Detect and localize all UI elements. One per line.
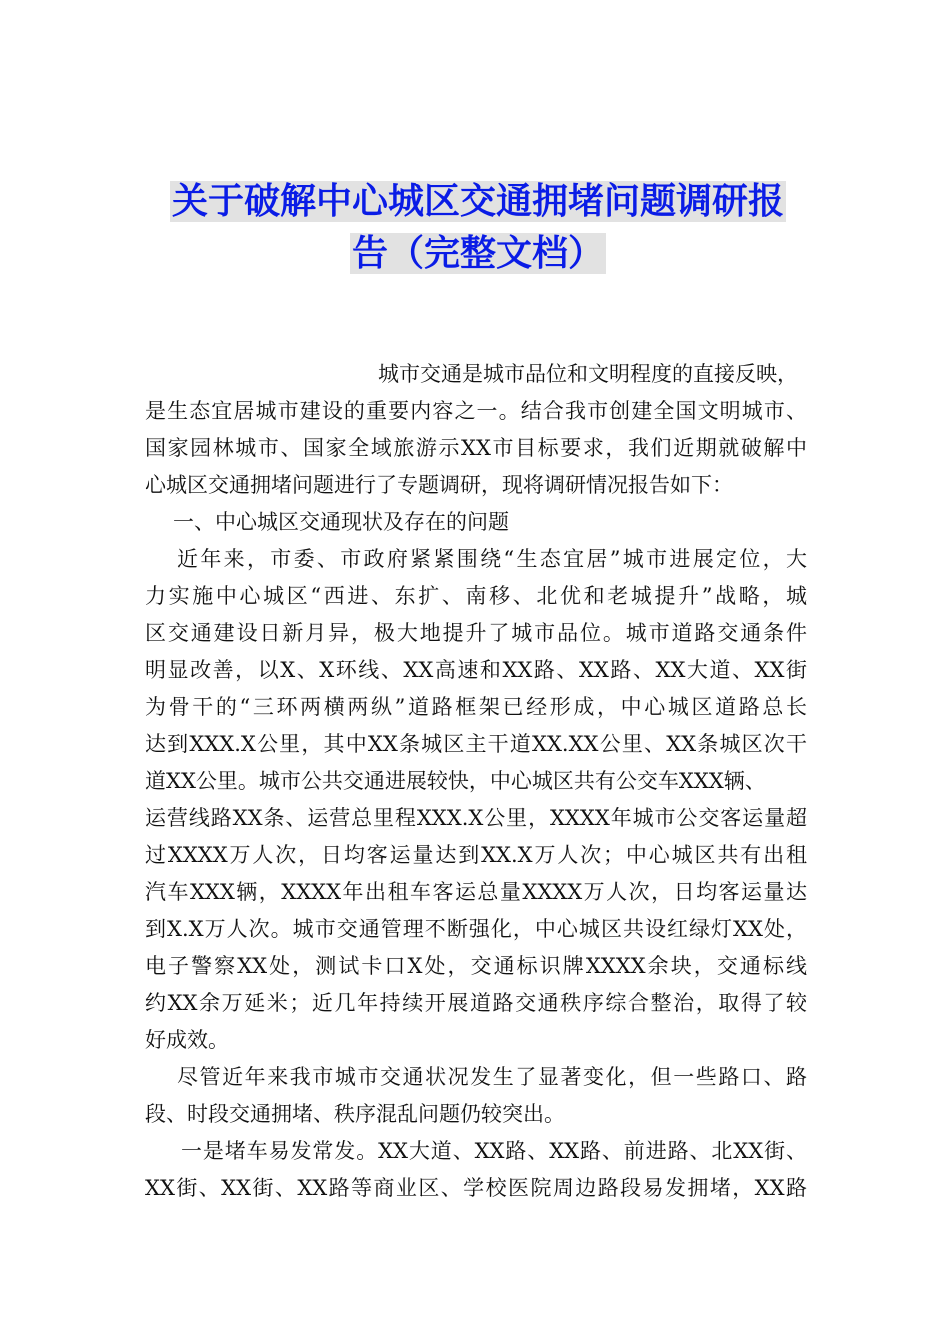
section-heading: 一、中心城区交通现状及存在的问题 [173, 510, 509, 534]
body-line: 好成效。 [145, 1028, 229, 1052]
title-line-1: 关于破解中心城区交通拥堵问题调研报 [171, 181, 784, 222]
body-line: 汽车XXX辆，XXXX年出租车客运总量XXXX万人次，日均客运量达 [145, 880, 807, 904]
title-line-2: 告（完整文档） [351, 233, 604, 274]
body-line: 近年来，市委、市政府紧紧围绕“生态宜居”城市进展定位，大 [177, 547, 807, 571]
body-line: 达到XXX.X公里，其中XX条城区主干道XX.XX公里、XX条城区次干 [145, 732, 807, 756]
body-line: 心城区交通拥堵问题进行了专题调研，现将调研情况报告如下： [145, 473, 733, 497]
body-line: 国家园林城市、国家全域旅游示XX市目标要求，我们近期就破解中 [145, 436, 807, 460]
body-line: 是生态宜居城市建设的重要内容之一。结合我市创建全国文明城市、 [145, 399, 807, 423]
body-line: 运营线路XX条、运营总里程XXX.X公里，XXXX年城市公交客运量超 [145, 806, 807, 830]
body-line: 电子警察XX处，测试卡口X处，交通标识牌XXXX余块，交通标线 [145, 954, 807, 978]
body-line: 道XX公里。城市公共交通进展较快，中心城区共有公交车XXX辆、 [145, 769, 766, 793]
body-line: 力实施中心城区“西进、东扩、南移、北优和老城提升”战略，城 [145, 584, 807, 608]
document-title [148, 176, 808, 280]
body-line: 尽管近年来我市城市交通状况发生了显著变化，但一些路口、路 [177, 1065, 807, 1089]
body-line: 明显改善，以X、X环线、XX高速和XX路、XX路、XX大道、XX街 [145, 658, 807, 682]
document-body [145, 356, 807, 1207]
body-line: XX街、XX街、XX路等商业区、学校医院周边路段易发拥堵，XX路 [145, 1176, 807, 1200]
body-line: 一是堵车易发常发。XX大道、XX路、XX路、前进路、北XX街、 [181, 1139, 807, 1163]
body-line: 过XXXX万人次，日均客运量达到XX.X万人次；中心城区共有出租 [145, 843, 807, 867]
body-line: 段、时段交通拥堵、秩序混乱问题仍较突出。 [145, 1102, 565, 1126]
body-line: 城市交通是城市品位和文明程度的直接反映， [378, 362, 798, 386]
body-line: 到X.X万人次。城市交通管理不断强化，中心城区共设红绿灯XX处， [145, 917, 807, 941]
body-line: 为骨干的“三环两横两纵”道路框架已经形成，中心城区道路总长 [145, 695, 807, 719]
body-line: 区交通建设日新月异，极大地提升了城市品位。城市道路交通条件 [145, 621, 807, 645]
body-line: 约XX余万延米；近几年持续开展道路交通秩序综合整治，取得了较 [145, 991, 807, 1015]
